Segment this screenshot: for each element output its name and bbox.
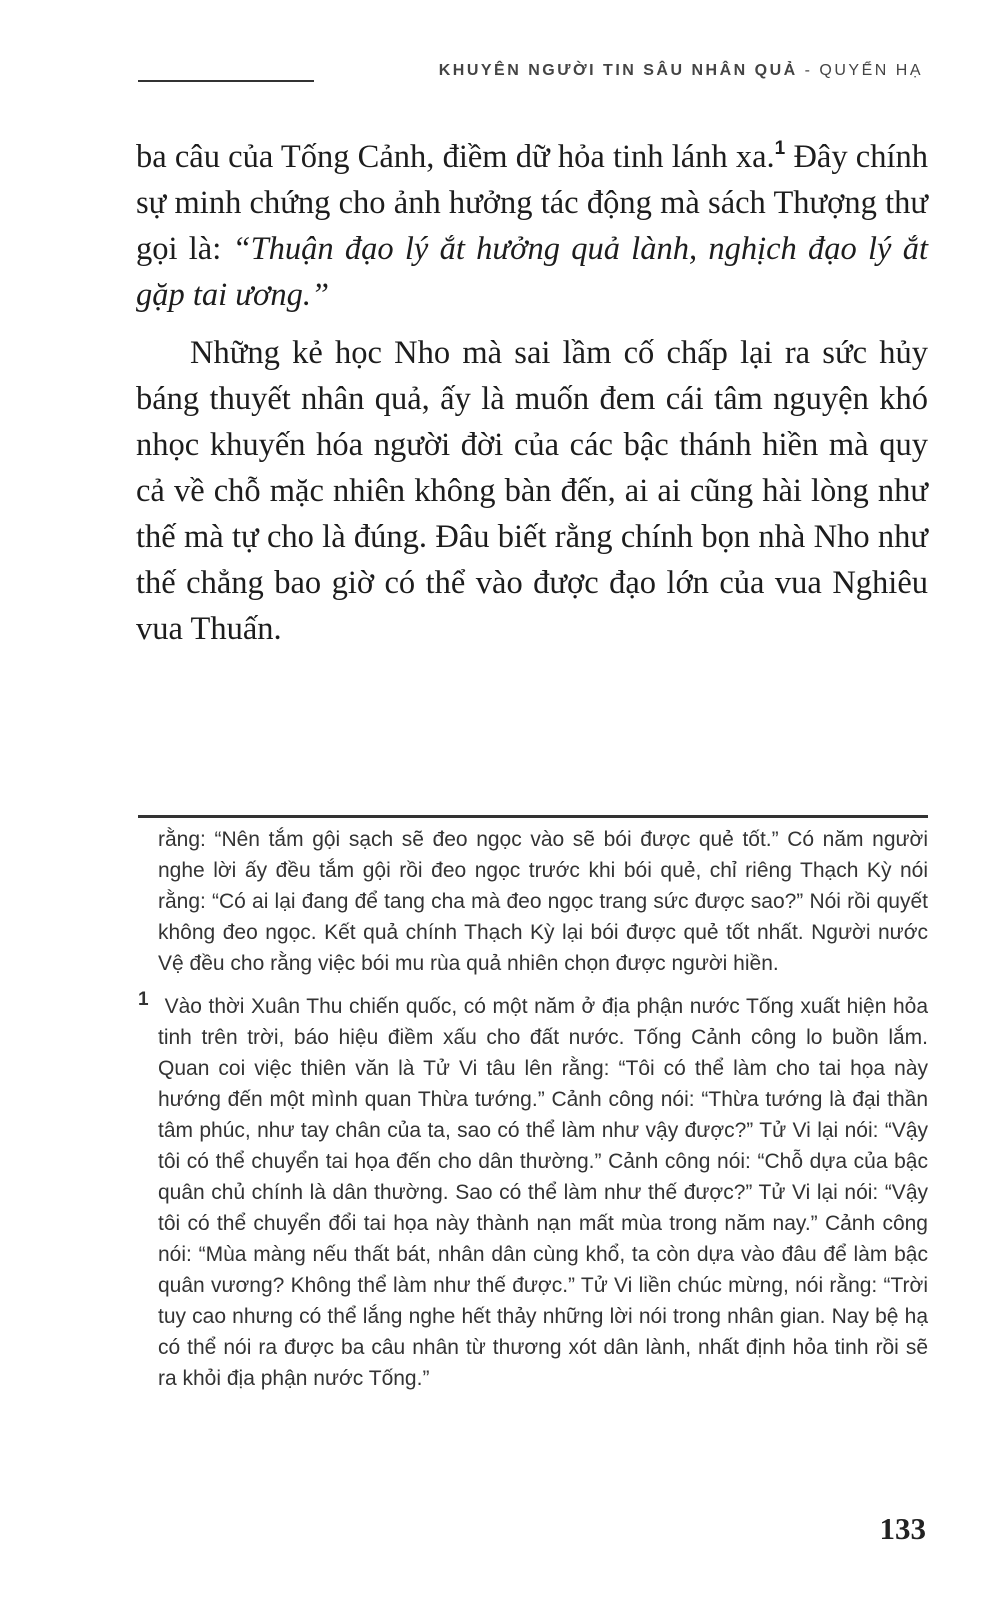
running-head [439,62,923,80]
volume-part: QUYỂN HẠ [819,62,923,79]
main-text [136,134,928,652]
footnotes [138,824,928,1394]
footnote-reference-1: 1 [774,138,786,159]
header-separator: - [797,62,820,79]
book-title: KHUYÊN NGƯỜI TIN SÂU NHÂN QUẢ [438,62,798,79]
footnote-1: 1 Vào thời Xuân Thu chiến quốc, có một năm ở địa phận nước Tống xuất hiện hỏa tinh trên trời, báo hiệu điềm xấu cho đất nước. Tống Cảnh công lo buồn lắm. Quan coi việc thiên văn là Tử Vi tâu lên rằng: “Tôi có thể làm cho tai họa này hướng đến một mình quan Thừa tướng.” Cảnh công nói: “Thừa tướng là đại thần tâm phúc, như tay chân của ta, sao có thể làm như vậy được?” Tử Vi lại nói: “Vậy tôi có thể chuyển tai họa đến cho dân thường.” Cảnh công nói: “Chỗ dựa của bậc quân chủ chính là dân thường. Sao có thể làm như thế được?” Tử Vi lại nói: “Vậy tôi có thể chuyển đổi tai họa này thành nạn mất mùa trong năm nay.” Cảnh công nói: “Mùa màng nếu thất bát, nhân dân cùng khổ, ta còn dựa vào đâu để làm bậc quân vương? Không thể làm như thế được.” Tử Vi liền chúc mừng, nói rằng: “Trời tuy cao nhưng có thể lắng nghe hết thảy những lời nói trong nhân gian. Nay bệ hạ có thể nói ra được ba câu nhân từ thương xót dân lành, nhất định hỏa tinh rồi sẽ ra khỏi địa phận nước Tống.” [138,989,928,1390]
paragraph-1-start: ba câu của Tống Cảnh, điềm dữ hỏa tinh lánh xa. [136,139,775,175]
paragraph-2: Những kẻ học Nho mà sai lầm cố chấp lại ra sức hủy báng thuyết nhân quả, ấy là muốn đem cái tâm nguyện khó nhọc khuyến hóa người đời của các bậc thánh hiền mà quy cả về chỗ mặc nhiên không bàn đến, ai ai cũng hài lòng như thế mà tự cho là đúng. Đâu biết rằng chính bọn nhà Nho như thế chẳng bao giờ có thể vào được đạo lớn của vua Nghiêu vua Thuấn. [136,335,928,647]
page-number: 133 [879,1511,926,1546]
footnote-1-text: Vào thời Xuân Thu chiến quốc, có một năm ở địa phận nước Tống xuất hiện hỏa tinh trên trời, báo hiệu điềm xấu cho đất nước. Tống Cảnh công lo buồn lắm. Quan coi việc thiên văn là Tử Vi tâu lên rằng: “Tôi có thể làm cho tai họa này hướng đến một mình quan Thừa tướng.” Cảnh công nói: “Thừa tướng là đại thần tâm phúc, như tay chân của ta, sao có thể làm như vậy được?” Tử Vi lại nói: “Vậy tôi có thể chuyển tai họa đến cho dân thường.” Cảnh công nói: “Chỗ dựa của bậc quân chủ chính là dân thường. Sao có thể làm như thế được?” Tử Vi lại nói: “Vậy tôi có thể chuyển đổi tai họa này thành nạn mất mùa trong năm nay.” Cảnh công nói: “Mùa màng nếu thất bát, nhân dân cùng khổ, ta còn dựa vào đâu để làm bậc quân vương? Không thể làm như thế được.” Tử Vi liền chúc mừng, nói rằng: “Trời tuy cao nhưng có thể lắng nghe hết thảy những lời nói trong nhân gian. Nay bệ hạ có thể nói ra được ba câu nhân từ thương xót dân lành, nhất định hỏa tinh rồi sẽ ra khỏi địa phận nước Tống.” [158,995,928,1390]
header-rule [138,80,314,82]
footnote-continued: rằng: “Nên tắm gội sạch sẽ đeo ngọc vào sẽ bói được quẻ tốt.” Có năm người nghe lời ấy đều tắm gội rồi đeo ngọc trước khi bói quẻ, chỉ riêng Thạch Kỳ nói rằng: “Có ai lại đang để tang cha mà đeo ngọc trang sức được sao?” Nói rồi quyết không đeo ngọc. Kết quả chính Thạch Kỳ lại bói được quẻ tốt nhất. Người nước Vệ đều cho rằng việc bói mu rùa quả nhiên chọn được người hiền. [158,828,928,975]
paragraph-1-middle: Đây chính sự minh chứng cho ảnh hưởng tác động mà sách Thượng thư gọi là: [136,139,928,267]
paragraph-1 [136,134,928,318]
footnote-divider [138,815,928,818]
paragraph-1-quote: “Thuận đạo lý ắt hưởng quả lành, nghịch đạo lý ắt gặp tai ương.” [136,231,928,313]
